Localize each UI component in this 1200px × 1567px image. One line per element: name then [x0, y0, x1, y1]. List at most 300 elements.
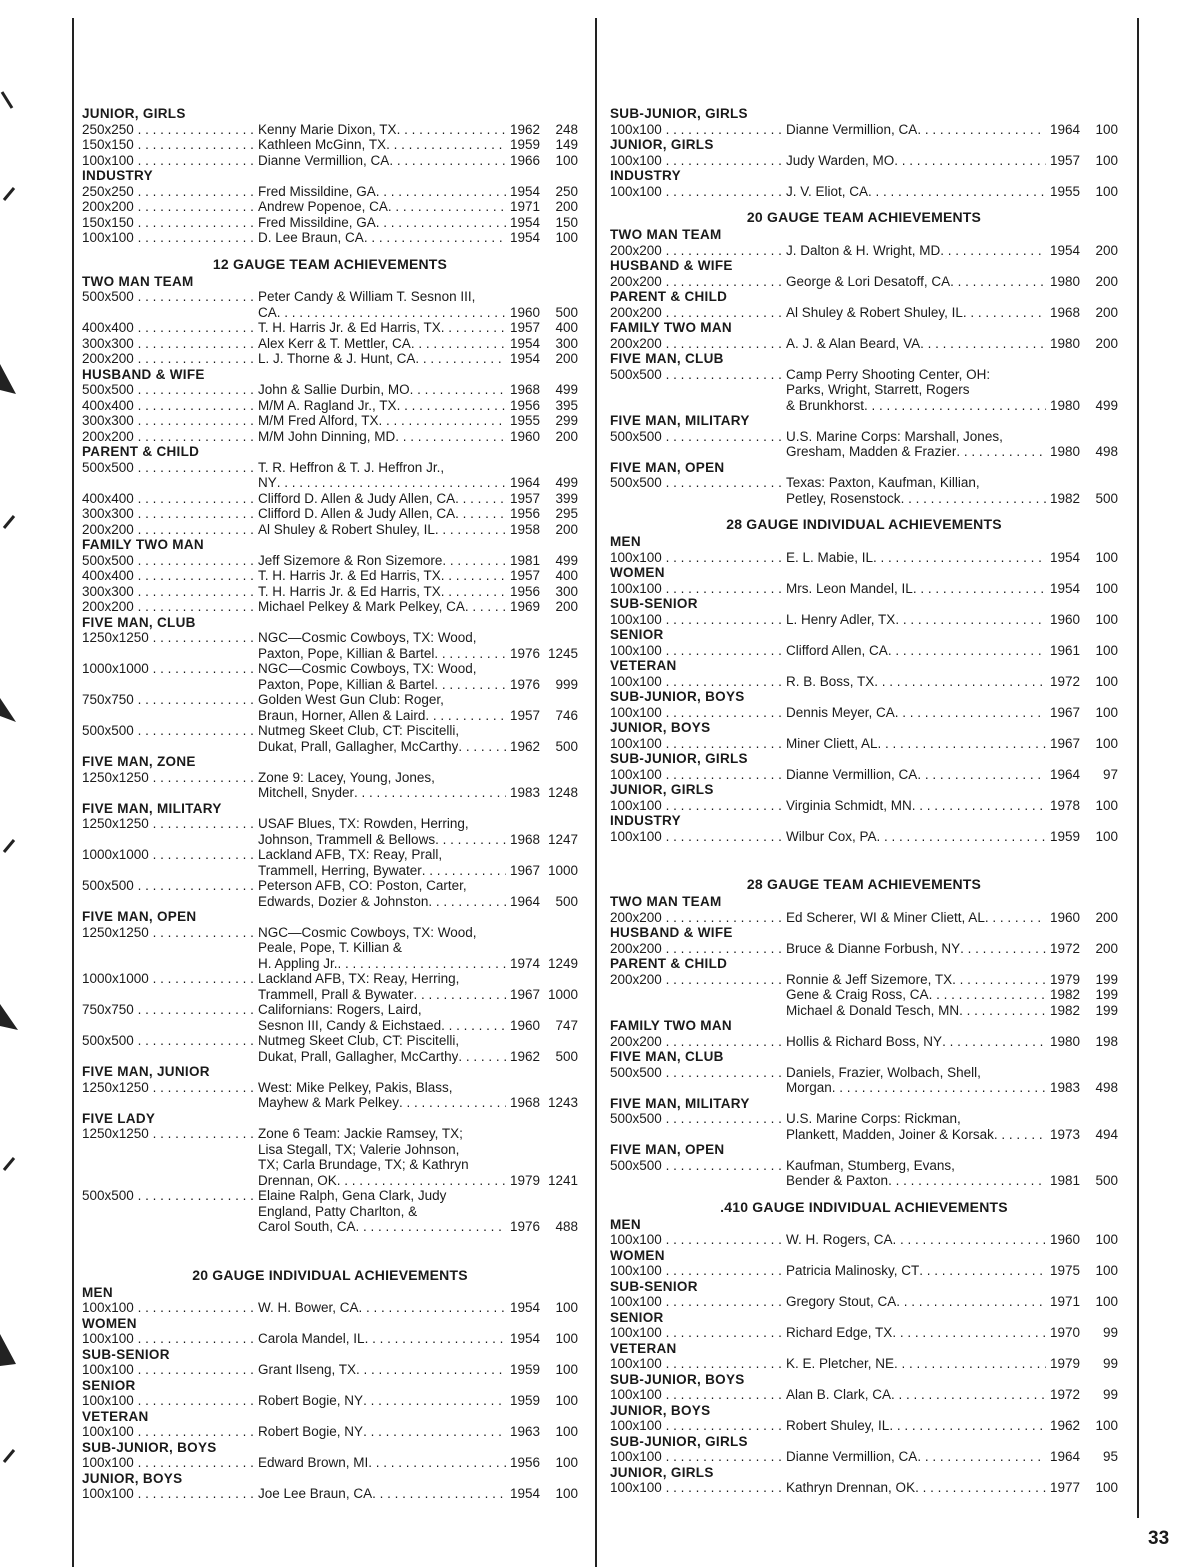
- score-value: 500x500 . . .: [82, 878, 258, 909]
- holder-name: NGC—Cosmic Cowboys, TX: Wood,: [258, 661, 477, 676]
- score-value: 750x750 . . .: [82, 1002, 258, 1033]
- dot-leader: [376, 184, 506, 200]
- record-year: 1980: [1049, 397, 1080, 413]
- category-heading: INDUSTRY: [610, 813, 681, 828]
- record-entry: [610, 243, 1118, 259]
- dot-leader: [894, 1356, 1046, 1372]
- score-value: 500x500 . . .: [610, 1111, 786, 1142]
- record-year: 1954: [509, 214, 540, 230]
- record-entry: [82, 847, 578, 878]
- record-year: 1983: [509, 785, 540, 800]
- record-entry: [82, 351, 578, 367]
- holder-name: Alan B. Clark, CA: [786, 1387, 892, 1402]
- holder-name: Ed Scherer, WI & Miner Cliett, AL: [786, 909, 985, 925]
- record-total: 100: [555, 1424, 578, 1439]
- dot-leader: [465, 599, 506, 615]
- score-value: 100x100 . . .: [82, 153, 258, 169]
- record-total: 100: [1095, 642, 1118, 658]
- record-entry: [610, 336, 1118, 352]
- holder-name: Wilbur Cox, PA: [786, 828, 877, 844]
- dot-leader: [389, 153, 506, 169]
- holder-name: Dianne Vermillion, CA: [786, 766, 918, 782]
- record-year: 1968: [509, 382, 540, 397]
- category-heading: TWO MAN TEAM: [82, 273, 194, 289]
- dot-leader: [956, 444, 1046, 460]
- record-total: 95: [1102, 1449, 1118, 1464]
- record-year: 1954: [509, 230, 540, 245]
- record-entry: [82, 1455, 578, 1471]
- record-entry: [82, 925, 578, 972]
- dot-leader: [338, 956, 506, 972]
- record-total: 498: [1095, 444, 1118, 459]
- category-heading: SENIOR: [610, 627, 664, 642]
- category-heading: WOMEN: [82, 1315, 137, 1331]
- record-total: 100: [1095, 1263, 1118, 1278]
- record-total: 200: [555, 599, 578, 614]
- score-value: 100x100 . . .: [610, 1232, 786, 1248]
- dot-leader: [917, 767, 1046, 783]
- score-value: 100x100 . . .: [610, 1356, 786, 1372]
- record-year: 1971: [509, 199, 540, 214]
- category-heading: JUNIOR, GIRLS: [82, 106, 186, 121]
- holder-name: Al Shuley & Robert Shuley, IL: [258, 521, 435, 537]
- record-holder: [258, 630, 578, 661]
- record-total: 199: [1095, 971, 1118, 987]
- record-total: 400: [555, 320, 578, 335]
- dot-leader: [912, 798, 1046, 814]
- holder-name: Paxton, Pope, Killian & Bartel: [258, 645, 435, 661]
- record-entry: [610, 122, 1118, 138]
- record-holder: [786, 941, 1118, 957]
- holder-name: Kathleen McGinn, TX: [258, 137, 387, 152]
- category-heading: PARENT & CHILD: [610, 289, 728, 304]
- record-total: 498: [1095, 1080, 1118, 1095]
- holder-name: Grant Ilseng, TX: [258, 1362, 357, 1377]
- score-value: 250x250 . . .: [82, 184, 258, 200]
- dot-leader: [428, 894, 506, 910]
- record-entry: [82, 878, 578, 909]
- category-heading: WOMEN: [610, 1247, 665, 1263]
- record-entry: [610, 674, 1118, 690]
- holder-name: Parks, Wright, Starrett, Rogers: [786, 382, 970, 397]
- record-year: 1960: [509, 1017, 540, 1033]
- holder-name: England, Patty Charlton, &: [258, 1203, 418, 1219]
- score-value: 200x200 . . .: [610, 336, 786, 352]
- dot-leader: [410, 382, 506, 398]
- holder-name: Carol South, CA: [258, 1219, 356, 1234]
- holder-name: Andrew Popenoe, CA: [258, 199, 388, 214]
- record-year: 1956: [509, 583, 540, 599]
- category-heading: WOMEN: [610, 565, 665, 580]
- record-holder: [786, 243, 1118, 259]
- holder-name: Virginia Schmidt, MN: [786, 797, 912, 813]
- category-heading: INDUSTRY: [82, 168, 153, 183]
- record-total: 200: [555, 351, 578, 366]
- record-total: 500: [555, 304, 578, 320]
- dot-leader: [889, 1418, 1046, 1434]
- category-heading: SUB-JUNIOR, GIRLS: [610, 751, 748, 766]
- record-entry: [82, 816, 578, 847]
- record-holder: [258, 692, 578, 723]
- holder-name: Al Shuley & Robert Shuley, IL: [786, 304, 963, 320]
- record-year: 1956: [509, 506, 540, 521]
- holder-name: Edwards, Dozier & Johnston: [258, 893, 429, 909]
- dot-leader: [985, 910, 1046, 926]
- dot-leader: [894, 153, 1046, 169]
- holder-name: W. H. Bower, CA: [258, 1300, 359, 1315]
- record-year: 1976: [509, 676, 540, 692]
- category-heading: SUB-SENIOR: [82, 1346, 170, 1362]
- record-year: 1954: [1049, 549, 1080, 565]
- record-entry: [610, 550, 1118, 566]
- dot-leader: [892, 1325, 1046, 1341]
- record-year: 1980: [1049, 1033, 1080, 1049]
- record-entry: [82, 336, 578, 352]
- record-holder: [258, 522, 578, 538]
- record-holder: [258, 661, 578, 692]
- record-total: 499: [1095, 397, 1118, 413]
- score-value: 100x100 . . .: [610, 612, 786, 628]
- score-value: 400x400 . . .: [82, 320, 258, 336]
- record-holder: [258, 599, 578, 615]
- holder-name: Paxton, Pope, Killian & Bartel: [258, 676, 435, 692]
- record-year: 1980: [1049, 273, 1080, 289]
- record-total: 500: [555, 893, 578, 909]
- record-entry: [82, 1300, 578, 1316]
- record-year: 1958: [509, 521, 540, 537]
- record-entry: [82, 661, 578, 692]
- holder-name: T. H. Harris Jr. & Ed Harris, TX: [258, 320, 441, 335]
- record-total: 149: [555, 137, 578, 152]
- record-year: 1971: [1049, 1294, 1080, 1309]
- record-total: 198: [1095, 1033, 1118, 1049]
- record-total: 200: [555, 428, 578, 444]
- holder-name: Gregory Stout, CA: [786, 1294, 897, 1309]
- record-total: 97: [1102, 766, 1118, 782]
- category-heading: FIVE MAN, CLUB: [82, 614, 196, 630]
- record-entry: [82, 1188, 578, 1235]
- record-total: 100: [1095, 1418, 1118, 1433]
- holder-name: NGC—Cosmic Cowboys, TX: Wood,: [258, 630, 477, 645]
- category-heading: JUNIOR, GIRLS: [610, 137, 714, 152]
- record-holder: [786, 1111, 1118, 1142]
- holder-name: Sesnon III, Candy & Eichstaed: [258, 1017, 442, 1033]
- record-entry: [610, 367, 1118, 414]
- record-total: 150: [555, 214, 578, 230]
- holder-name: K. E. Pletcher, NE: [786, 1356, 895, 1371]
- score-value: 500x500 . . .: [610, 367, 786, 414]
- holder-name: H. Appling Jr.: [258, 955, 338, 971]
- record-entry: [82, 692, 578, 723]
- record-holder: [786, 1003, 1118, 1019]
- score-value: 200x200 . . .: [610, 305, 786, 321]
- record-total: 1000: [547, 862, 578, 878]
- holder-name: T. H. Harris Jr. & Ed Harris, TX: [258, 568, 441, 583]
- record-year: 1982: [1049, 1002, 1080, 1018]
- record-holder: [258, 506, 578, 522]
- record-holder: [258, 1362, 578, 1378]
- record-entry: [82, 630, 578, 661]
- dot-leader: [372, 1486, 506, 1502]
- holder-name: T. H. Harris Jr. & Ed Harris, TX: [258, 583, 441, 599]
- record-total: 400: [555, 568, 578, 583]
- record-entry: [610, 274, 1118, 290]
- record-total: 100: [555, 1331, 578, 1346]
- record-holder: [786, 122, 1118, 138]
- record-total: 494: [1095, 1126, 1118, 1142]
- holder-name: M/M Fred Alford, TX: [258, 413, 379, 428]
- score-value: 100x100 . . .: [610, 829, 786, 845]
- score-value: [610, 1003, 786, 1019]
- holder-name: TX; Carla Brundage, TX; & Kathryn: [258, 1157, 469, 1172]
- category-heading: VETERAN: [82, 1408, 149, 1424]
- record-entry: [610, 1158, 1118, 1189]
- record-total: 100: [1095, 1294, 1118, 1309]
- record-entry: [82, 1126, 578, 1188]
- score-value: [610, 987, 786, 1003]
- record-holder: [786, 674, 1118, 690]
- dot-leader: [868, 184, 1046, 200]
- score-value: 400x400 . . .: [82, 398, 258, 414]
- holder-name: Trammell, Prall & Bywater: [258, 986, 414, 1002]
- record-year: 1977: [1049, 1480, 1080, 1495]
- record-entry: [610, 153, 1118, 169]
- record-holder: [258, 1300, 578, 1316]
- holder-name: Joe Lee Braun, CA: [258, 1486, 373, 1501]
- record-entry: [82, 599, 578, 615]
- record-holder: [258, 723, 578, 754]
- dot-leader: [356, 1219, 506, 1235]
- dot-leader: [441, 320, 506, 336]
- score-value: 500x500 . . .: [82, 723, 258, 754]
- record-year: 1964: [509, 893, 540, 909]
- score-value: 100x100 . . .: [610, 153, 786, 169]
- record-entry: [610, 1232, 1118, 1248]
- holder-name: J. Dalton & H. Wright, MD: [786, 242, 941, 258]
- category-heading: MEN: [82, 1284, 113, 1300]
- dot-leader: [397, 122, 506, 138]
- holder-name: Johnson, Trammell & Bellows: [258, 831, 436, 847]
- holder-name: Dukat, Prall, Gallagher, McCarthy: [258, 1048, 459, 1064]
- holder-name: Hollis & Richard Boss, NY: [786, 1033, 943, 1049]
- record-holder: [258, 184, 578, 200]
- holder-name: Robert Bogie, NY: [258, 1424, 364, 1439]
- record-entry: [610, 941, 1118, 957]
- record-entry: [82, 491, 578, 507]
- holder-name: Petley, Rosenstock: [786, 490, 901, 506]
- dot-leader: [376, 215, 506, 231]
- dot-leader: [959, 1003, 1046, 1019]
- record-holder: [786, 274, 1118, 290]
- record-entry: [610, 1034, 1118, 1050]
- record-year: 1960: [1049, 611, 1080, 627]
- score-value: 200x200 . . .: [610, 274, 786, 290]
- section-title: 28 GAUGE TEAM ACHIEVEMENTS: [746, 876, 982, 892]
- dot-leader: [950, 274, 1046, 290]
- record-entry: [82, 1033, 578, 1064]
- record-year: 1954: [509, 335, 540, 351]
- record-entry: [610, 305, 1118, 321]
- record-holder: [258, 1126, 578, 1188]
- record-total: 100: [1095, 183, 1118, 199]
- record-holder: [258, 1033, 578, 1064]
- record-year: 1960: [509, 304, 540, 320]
- record-total: 200: [1095, 909, 1118, 925]
- dot-leader: [363, 1424, 506, 1440]
- dot-leader: [399, 1095, 506, 1111]
- record-holder: [786, 1449, 1118, 1465]
- record-holder: [258, 1080, 578, 1111]
- dot-leader: [455, 491, 506, 507]
- record-total: 1245: [547, 645, 578, 661]
- record-entry: [82, 230, 578, 246]
- record-year: 1954: [1049, 580, 1080, 596]
- category-heading: FIVE LADY: [82, 1110, 156, 1126]
- record-holder: [786, 184, 1118, 200]
- record-holder: [258, 351, 578, 367]
- record-entry: [82, 723, 578, 754]
- record-holder: [258, 122, 578, 138]
- record-holder: [786, 1263, 1118, 1279]
- holder-name: Dianne Vermillion, CA: [786, 121, 918, 137]
- holder-name: T. R. Heffron & T. J. Heffron Jr.,: [258, 459, 445, 475]
- category-heading: JUNIOR, BOYS: [610, 1402, 711, 1418]
- holder-name: Morgan: [786, 1080, 832, 1095]
- category-heading: JUNIOR, GIRLS: [610, 782, 714, 797]
- record-entry: [82, 184, 578, 200]
- score-value: 100x100 . . .: [610, 1449, 786, 1465]
- record-year: 1954: [509, 351, 540, 366]
- category-heading: PARENT & CHILD: [610, 956, 728, 971]
- record-year: 1964: [1049, 1449, 1080, 1464]
- record-total: 499: [555, 382, 578, 397]
- score-value: 500x500 . . .: [610, 1158, 786, 1189]
- record-total: 100: [555, 1393, 578, 1408]
- score-value: 200x200 . . .: [610, 972, 786, 988]
- record-year: 1964: [1049, 766, 1080, 782]
- record-total: 100: [1095, 549, 1118, 565]
- record-holder: [786, 1325, 1118, 1341]
- record-entry: [610, 1325, 1118, 1341]
- record-entry: [610, 1111, 1118, 1142]
- record-entry: [610, 475, 1118, 506]
- holder-name: J. V. Eliot, CA: [786, 183, 869, 199]
- score-value: 100x100 . . .: [610, 1294, 786, 1310]
- dot-leader: [434, 646, 506, 662]
- record-holder: [786, 1418, 1118, 1434]
- dot-leader: [917, 1449, 1046, 1465]
- holder-name: Bender & Paxton: [786, 1173, 889, 1188]
- holder-name: Kathryn Drennan, OK: [786, 1480, 916, 1495]
- holder-name: Bruce & Dianne Forbush, NY: [786, 940, 961, 956]
- holder-name: Gene & Craig Ross, CA: [786, 987, 929, 1002]
- record-year: 1966: [509, 152, 540, 168]
- category-heading: FIVE MAN, CLUB: [610, 1049, 724, 1064]
- score-value: 100x100 . . .: [82, 1424, 258, 1440]
- record-year: 1967: [1049, 735, 1080, 751]
- holder-name: Plankett, Madden, Joiner & Korsak: [786, 1126, 994, 1142]
- record-holder: [786, 987, 1118, 1003]
- category-heading: SUB-SENIOR: [610, 1278, 698, 1294]
- holder-name: Clifford D. Allen & Judy Allen, CA: [258, 490, 456, 506]
- holder-name: Alex Kerr & T. Mettler, CA: [258, 335, 411, 351]
- dot-leader: [368, 1455, 506, 1471]
- record-total: 100: [1095, 611, 1118, 627]
- holder-name: D. Lee Braun, CA: [258, 230, 364, 245]
- record-total: 300: [555, 583, 578, 599]
- dot-leader: [356, 1362, 506, 1378]
- category-heading: VETERAN: [610, 658, 677, 673]
- score-value: 150x150 . . .: [82, 215, 258, 231]
- score-value: 1000x1000 . . .: [82, 971, 258, 1002]
- category-heading: SENIOR: [610, 1309, 664, 1325]
- score-value: 100x100 . . .: [610, 1263, 786, 1279]
- holder-name: Peter Candy & William T. Sesnon III,: [258, 289, 476, 304]
- record-year: 1976: [509, 645, 540, 661]
- record-year: 1957: [509, 320, 540, 335]
- score-value: 500x500 . . .: [82, 289, 258, 320]
- record-year: 1978: [1049, 797, 1080, 813]
- record-holder: [258, 770, 578, 801]
- record-year: 1972: [1049, 673, 1080, 689]
- dot-leader: [359, 1300, 506, 1316]
- holder-name: Lackland AFB, TX: Reay, Herring,: [258, 971, 460, 986]
- category-heading: FIVE MAN, ZONE: [82, 754, 196, 769]
- score-value: 1250x1250 . . .: [82, 1126, 258, 1188]
- record-year: 1954: [509, 1331, 540, 1346]
- record-year: 1972: [1049, 1387, 1080, 1402]
- record-holder: [786, 1034, 1118, 1050]
- score-value: 1250x1250 . . .: [82, 1080, 258, 1111]
- score-value: 500x500 . . .: [82, 553, 258, 569]
- record-total: 100: [555, 1362, 578, 1377]
- category-heading: PARENT & CHILD: [82, 444, 200, 459]
- record-entry: [610, 1003, 1118, 1019]
- record-entry: [610, 184, 1118, 200]
- record-total: 100: [1095, 1480, 1118, 1495]
- record-year: 1968: [509, 831, 540, 847]
- score-value: 200x200 . . .: [610, 941, 786, 957]
- record-entry: [82, 1331, 578, 1347]
- holder-name: Fred Missildine, GA: [258, 214, 376, 230]
- record-entry: [82, 1486, 578, 1502]
- score-value: 400x400 . . .: [82, 568, 258, 584]
- score-value: 500x500 . . .: [610, 1065, 786, 1096]
- holder-name: Michael Pelkey & Mark Pelkey, CA: [258, 599, 465, 614]
- holder-name: Nutmeg Skeet Club, CT: Piscitelli,: [258, 1033, 460, 1048]
- score-value: 100x100 . . .: [610, 705, 786, 721]
- record-entry: [82, 122, 578, 138]
- holder-name: M/M A. Ragland Jr., TX: [258, 397, 397, 413]
- record-year: 1981: [1049, 1173, 1080, 1188]
- record-year: 1964: [509, 475, 540, 490]
- category-heading: JUNIOR, BOYS: [82, 1470, 183, 1486]
- holder-name: Braun, Horner, Allen & Laird: [258, 707, 426, 723]
- record-holder: [786, 643, 1118, 659]
- record-entry: [82, 568, 578, 584]
- record-holder: [786, 736, 1118, 752]
- score-value: 100x100 . . .: [610, 1480, 786, 1496]
- category-heading: JUNIOR, GIRLS: [610, 1464, 714, 1480]
- record-entry: [610, 1418, 1118, 1434]
- score-value: 200x200 . . .: [82, 429, 258, 445]
- record-entry: [82, 770, 578, 801]
- record-entry: [610, 612, 1118, 628]
- category-heading: SENIOR: [82, 1377, 136, 1393]
- dot-leader: [395, 429, 506, 445]
- record-year: 1970: [1049, 1325, 1080, 1340]
- record-holder: [786, 1065, 1118, 1096]
